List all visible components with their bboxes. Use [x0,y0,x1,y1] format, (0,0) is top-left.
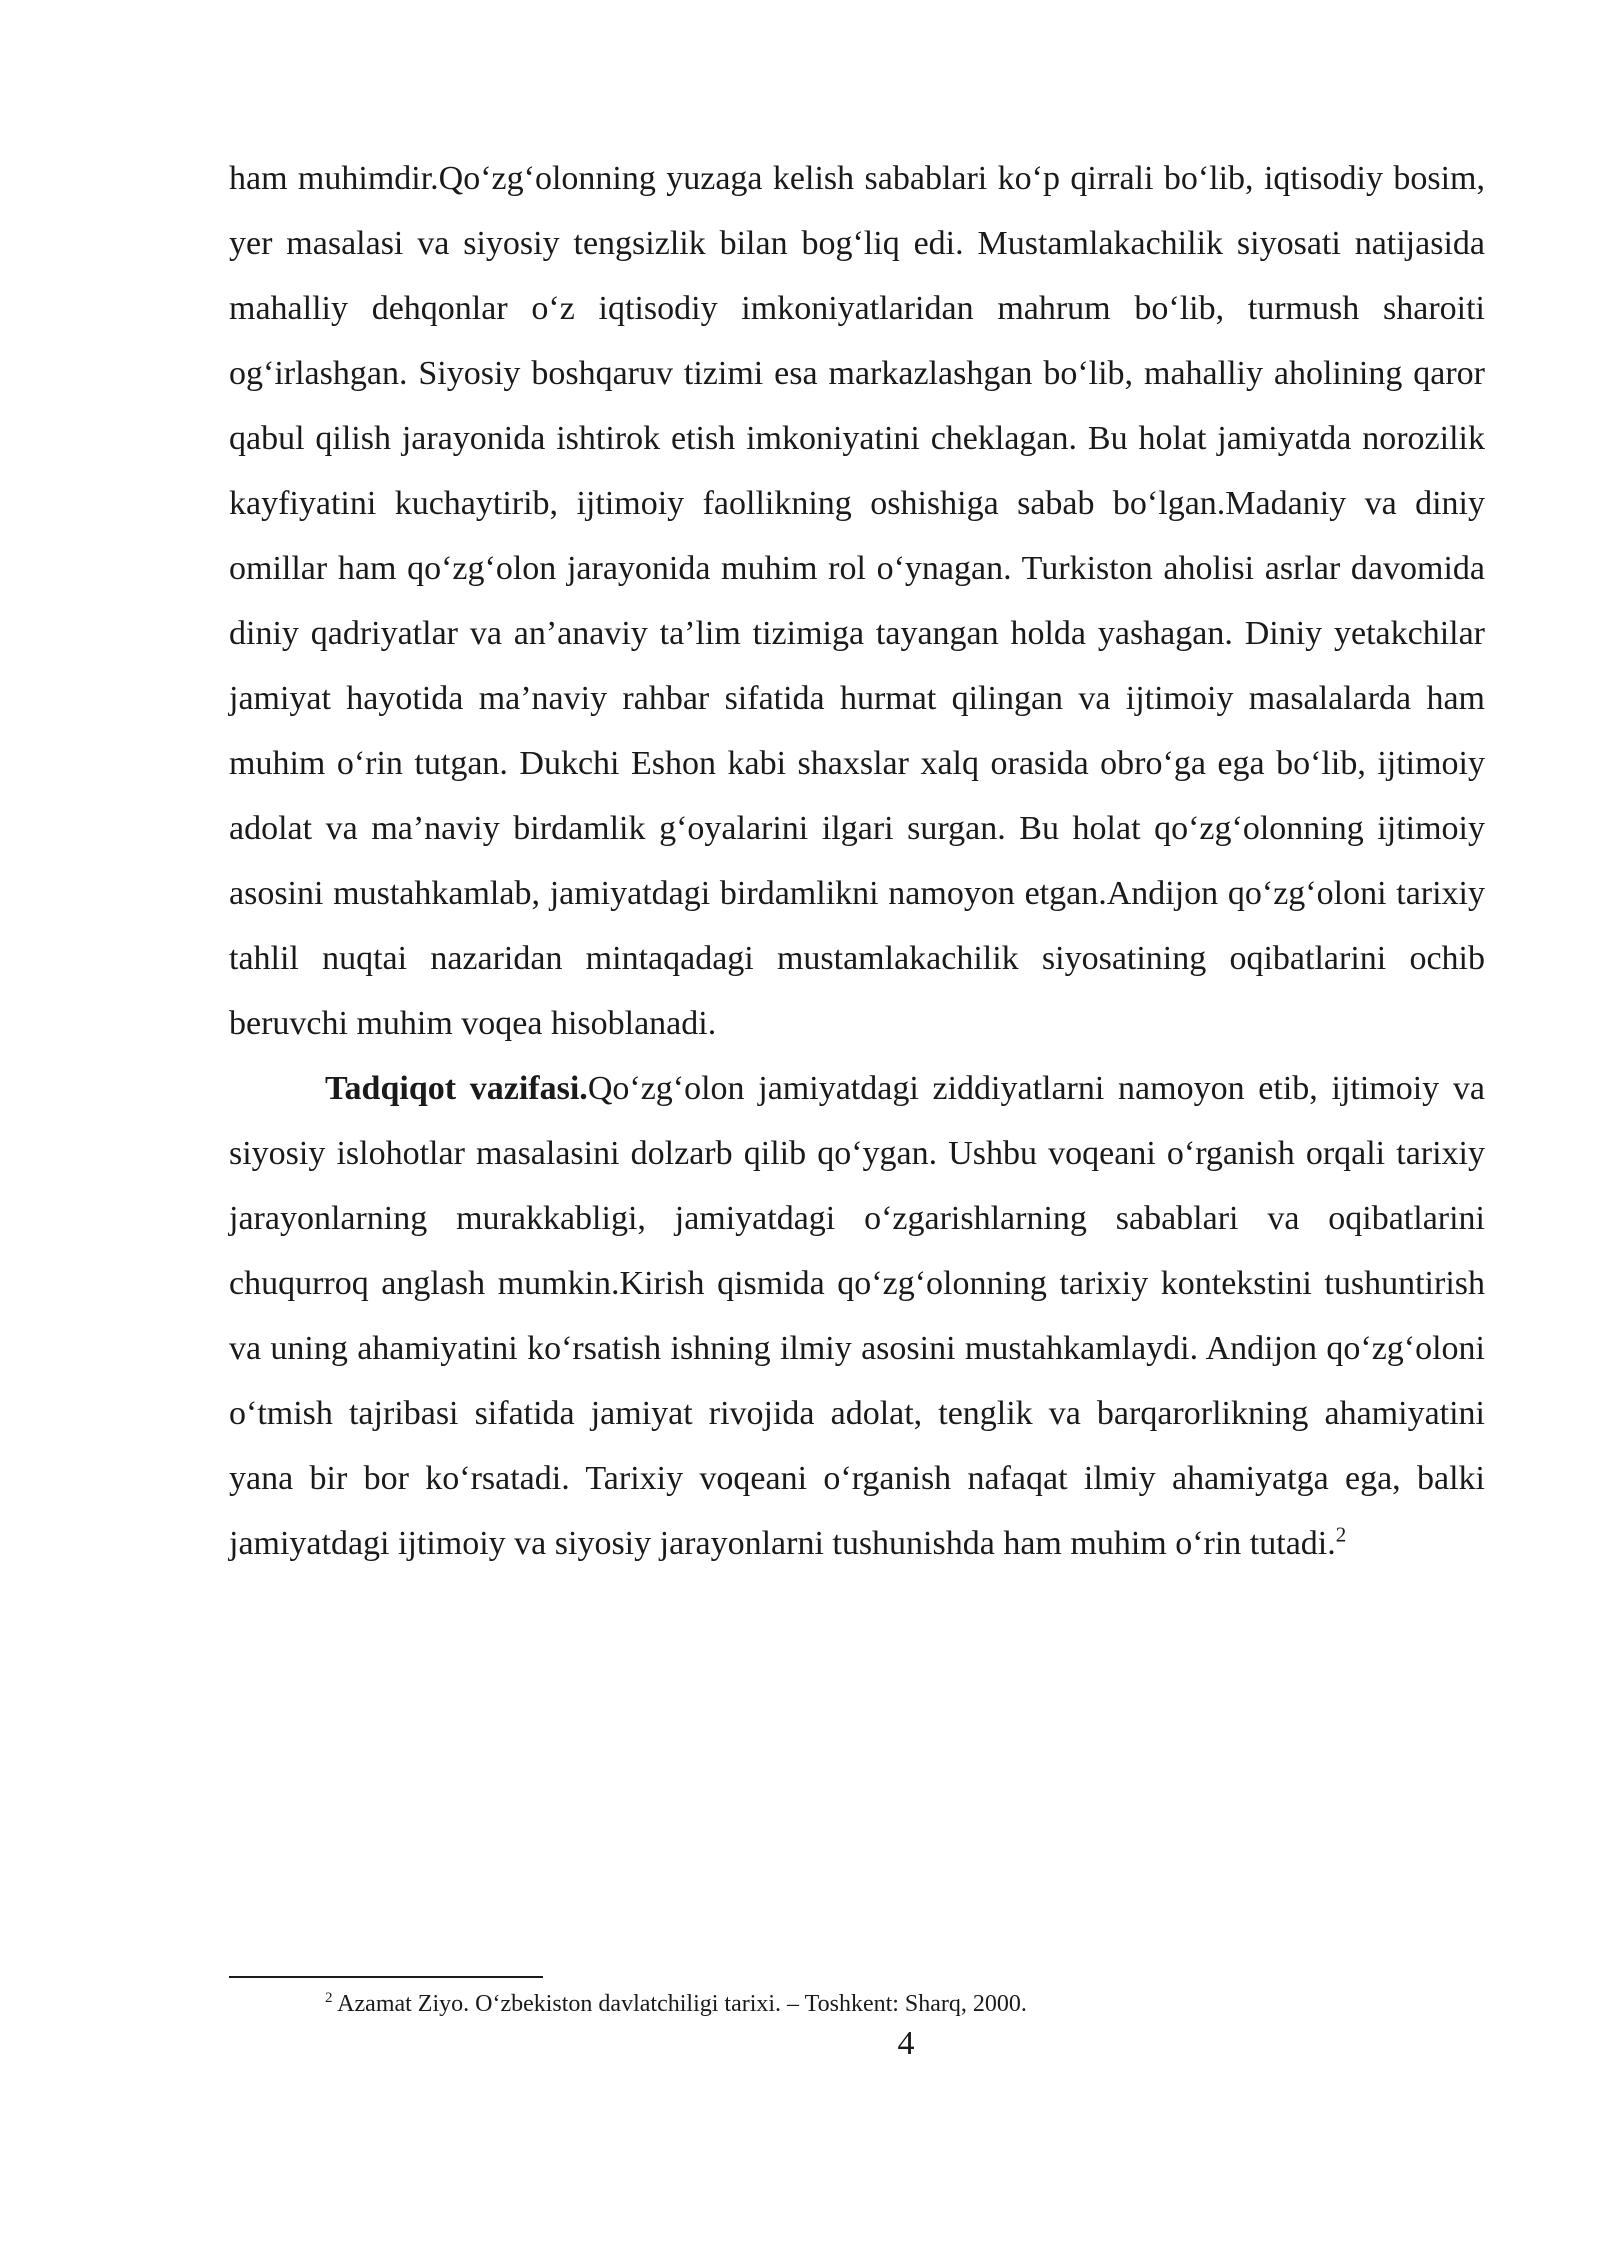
footnote-divider [229,1976,543,1978]
footnote-text: Azamat Ziyo. O‘zbekiston davlatchiligi tarixi. – Toshkent: Sharq, 2000. [332,1991,1027,2017]
paragraph-text: ham muhimdir.Qo‘zg‘olonning yuzaga kelish sabablari ko‘p qirrali bo‘lib, iqtisodiy bosim, yer masalasi va siyosiy tengsizlik bilan bog‘liq edi. Mustamlakachilik siyosati natijasida mahalliy dehqonlar o‘z iqtisodiy imkoniyatlaridan mahrum bo‘lib, turmush sharoiti og‘irlashgan. Siyosiy boshqaruv tizimi esa markazlashgan bo‘lib, mahalliy aholining qaror qabul qilish jarayonida ishtirok etish imkoniyatini cheklagan. Bu holat jamiyatda norozilik kayfiyatini kuchaytirib, ijtimoiy faollikning oshishiga sabab bo‘lgan.Madaniy va diniy omillar ham qo‘zg‘olon jarayonida muhim rol o‘ynagan. Turkiston aholisi asrlar davomida diniy qadriyatlar va an’anaviy ta’lim tizimiga tayangan holda yashagan. Diniy yetakchilar jamiyat hayotida ma’naviy rahbar sifatida hurmat qilingan va ijtimoiy masalalarda ham muhim o‘rin tutgan. Dukchi Eshon kabi shaxslar xalq orasida obro‘ga ega bo‘lib, ijtimoiy adolat va ma’naviy birdamlik g‘oyalarini ilgari surgan. Bu holat qo‘zg‘olonning ijtimoiy asosini mustahkamlab, jamiyatdagi birdamlikni namoyon etgan.Andijon qo‘zg‘oloni tarixiy tahlil nuqtai nazaridan mintaqadagi mustamlakachilik siyosatining oqibatlarini ochib beruvchi muhim voqea hisoblanadi. [229,160,1485,1042]
paragraph-continuation [229,146,1485,1056]
paragraph-lead-heading: Tadqiqot vazifasi. [325,1070,588,1107]
footnote [325,1988,1485,2020]
page-number: 4 [897,2025,915,2062]
paragraph-text: Qo‘zg‘olon jamiyatdagi ziddiyatlarni namoyon etib, ijtimoiy va siyosiy islohotlar masalasini dolzarb qilib qo‘ygan. Ushbu voqeani o‘rganish orqali tarixiy jarayonlarning murakkabligi, jamiyatdagi o‘zgarishlarning sabablari va oqibatlarini chuqurroq anglash mumkin.Kirish qismida qo‘zg‘olonning tarixiy kontekstini tushuntirish va uning ahamiyatini ko‘rsatish ishning ilmiy asosini mustahkamlaydi. Andijon qo‘zg‘oloni o‘tmish tajribasi sifatida jamiyat rivojida adolat, tenglik va barqarorlikning ahamiyatini yana bir bor ko‘rsatadi. Tarixiy voqeani o‘rganish nafaqat ilmiy ahamiyatga ega, balki jamiyatdagi ijtimoiy va siyosiy jarayonlarni tushunishda ham muhim o‘rin tutadi. [229,1070,1485,1562]
footnote-reference[interactable]: 2 [1335,1522,1347,1547]
paragraph-research-task [229,1056,1485,1576]
footnote-marker: 2 [325,1990,333,2006]
main-text [229,146,1485,1576]
